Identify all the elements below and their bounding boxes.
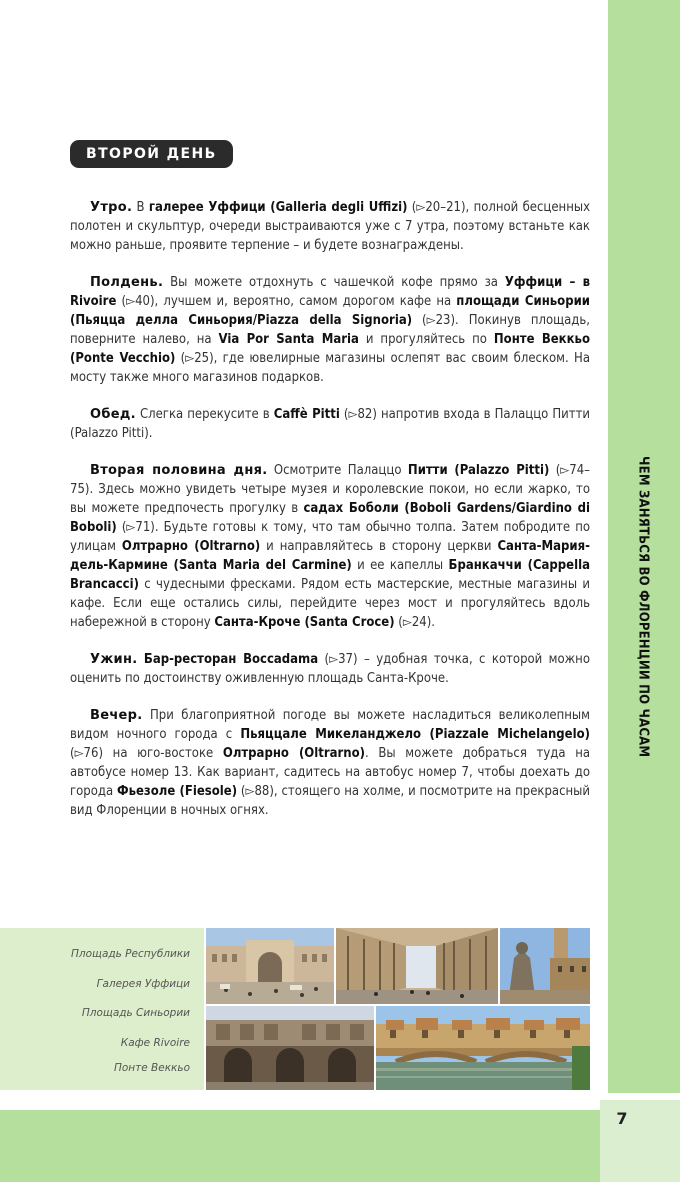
paragraph-noon [70, 273, 590, 387]
caption-republic-square: Площадь Республики [71, 948, 190, 960]
itinerary-text [70, 198, 590, 838]
place-reference: Бар-ресторан Boccadama [143, 652, 319, 667]
place-reference: Олтрарно (Oltrarno) [121, 539, 261, 554]
lead-dinner: Ужин. [90, 652, 138, 667]
lead-noon: Полдень. [90, 275, 164, 290]
caption-rivoire: Кафе Rivoire [120, 1037, 190, 1049]
place-reference: Уффици – в Rivoire [70, 275, 590, 309]
paragraph-evening [70, 706, 590, 820]
body-text: (▻23). Покинув площадь, поверните налево, на [70, 313, 590, 347]
footer-band [0, 1110, 600, 1182]
page-number: 7 [616, 1109, 628, 1128]
body-text: (▻40), лучшем и, вероятно, самом дорогом кафе на [116, 294, 457, 309]
body-text: Осмотрите Палаццо [267, 463, 408, 478]
place-reference: галерее Уффици (Galleria degli Uffizi) [148, 200, 408, 215]
place-reference: Санта-Кроче (Santa Croce) [214, 615, 395, 630]
body-text: (▻82) напротив входа в Палаццо Питти (Palazzo Pitti). [70, 407, 590, 441]
body-text: (▻37) – удобная точка, с которой можно оценить по достоинству оживленную площадь Санта-Кроче. [70, 652, 590, 686]
caption-uffizi: Галерея Уффици [96, 978, 190, 990]
photo-republic-square [206, 928, 334, 1004]
paragraph-lunch [70, 405, 590, 443]
body-text: (▻74–75). Здесь можно увидеть четыре музея и королевские покои, но если жарко, то вы можете предпочесть прогулку в [70, 463, 591, 516]
photo-ponte-vecchio [376, 1006, 590, 1090]
body-text: Слегка перекусите в [135, 407, 274, 422]
place-reference: садах Боболи (Boboli Gardens/Giardino di Boboli) [70, 501, 590, 535]
body-text: Вы можете отдохнуть с чашечкой кофе прямо за [163, 275, 505, 290]
place-reference: Санта-Мария-дель-Кармине (Santa Maria del Carmine) [70, 539, 590, 573]
place-reference: Пьяццале Микеланджело (Piazzale Michelangelo) [240, 727, 590, 742]
place-reference: Бранкаччи (Cappella Brancacci) [70, 558, 591, 592]
photo-captions-panel [0, 928, 204, 1090]
photo-signoria [500, 928, 590, 1004]
photo-rivoire [206, 1006, 374, 1090]
place-reference: площади Синьории (Пьяцца делла Синьория/Piazza della Signoria) [70, 294, 590, 328]
lead-afternoon: Вторая половина дня. [90, 463, 268, 478]
sidebar-title-text: ЧЕМ ЗАНЯТЬСЯ ВО ФЛОРЕНЦИИ ПО ЧАСАМ [635, 456, 651, 758]
caption-ponte-vecchio: Понте Веккьо [113, 1062, 190, 1074]
lead-lunch: Обед. [90, 407, 136, 422]
place-reference: Олтрарно (Oltrarno) [222, 746, 365, 761]
place-reference: Понте Веккьо (Ponte Vecchio) [70, 332, 590, 366]
place-reference: Caffè Pitti [273, 407, 340, 422]
body-text: (▻88), стоящего на холме, и посмотрите на прекрасный вид Флоренции в ночных огнях. [70, 784, 590, 818]
paragraph-morning [70, 198, 590, 255]
body-text: При благоприятной погоде вы можете насладиться великолепным видом ночного города с [70, 708, 590, 742]
body-text: с чудесными фресками. Рядом есть мастерские, местные магазины и кафе. Если еще остались силы, перейдите через мост и прогуляйтесь вдоль набережной в сторону [70, 577, 590, 630]
lead-evening: Вечер. [90, 708, 143, 723]
caption-signoria: Площадь Синьории [81, 1007, 190, 1019]
lead-morning: Утро. [90, 200, 133, 215]
body-text: и направляйтесь в сторону церкви [260, 539, 498, 554]
place-reference: Via Por Santa Maria [218, 332, 359, 347]
section-title-vertical [603, 452, 680, 762]
place-reference: Питти (Palazzo Pitti) [407, 463, 550, 478]
body-text: и ее капеллы [351, 558, 449, 573]
photo-uffizi [336, 928, 498, 1004]
paragraph-dinner [70, 650, 590, 688]
place-reference: Фьезоле (Fiesole) [117, 784, 238, 799]
body-text: (▻71). Будьте готовы к тому, что там обычно толпа. Затем побродите по улицам [70, 520, 590, 554]
day-header-badge: ВТОРОЙ ДЕНЬ [70, 140, 233, 168]
body-text: (▻24). [394, 615, 436, 630]
body-text: . Вы можете добраться туда на автобусе номер 13. Как вариант, садитесь на автобус номер 7, чтобы доехать до города [70, 746, 591, 799]
body-text: (▻76) на юго-востоке [70, 746, 223, 761]
paragraph-afternoon [70, 461, 590, 632]
body-text: (▻20–21), полной бесценных полотен и скульптур, очереди выстраиваются уже с 7 утра, поэтому встаньте как можно раньше, проявите терпение – и будете вознаграждены. [70, 200, 591, 253]
body-text: (▻25), где ювелирные магазины ослепят вас своим блеском. На мосту также много магазинов подарков. [70, 351, 590, 385]
body-text: В [132, 200, 149, 215]
body-text: и прогуляйтесь по [358, 332, 494, 347]
